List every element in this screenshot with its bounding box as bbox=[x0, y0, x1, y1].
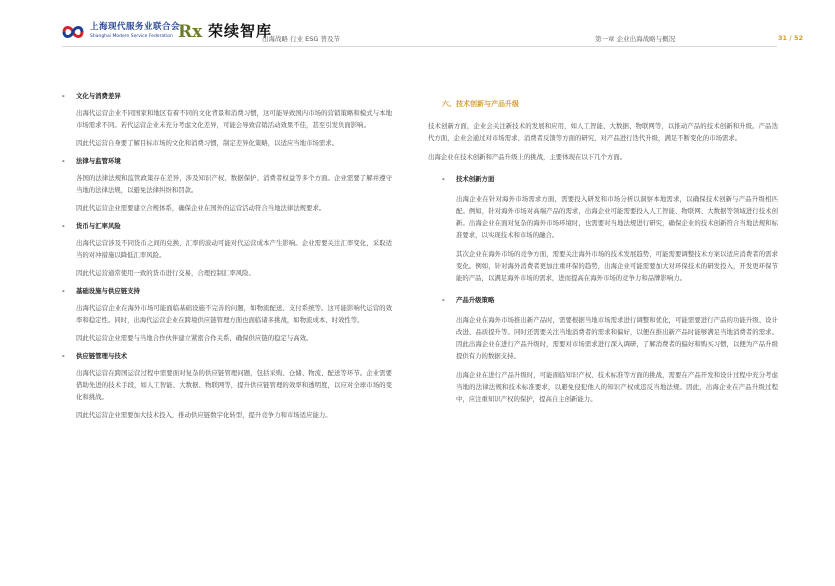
paragraph: 其次企业在海外市场的竞争方面，需要关注海外市场的技术发展趋势，可能需要调整技术方案以适应消费者的需求变化。例如，针对海外消费者更加注重环保的趋势，出海企业可能需要加大对环保技术的研发投入，开发更环保节能的产品，以满足海外市场的需求，进而提高在海外市场的竞争力和品牌影响力。 bbox=[456, 250, 778, 282]
bullet-dash: - bbox=[62, 157, 65, 165]
paragraph: 出海企业在海外市场推出新产品时，需要根据当地市场需求进行调整和优化，可能需要进行产品的功能升级、设计改进、品质提升等。同时还需要关注当地消费者的需求和偏好，以便在推出新产品时能够满足当地消费者的需求。因此出海企业在进行产品升级时，需要对市场需求进行深入调研，了解消费者的偏好和购买习惯，以便为产品升级提供有力的数据支持。 bbox=[456, 316, 778, 360]
paragraph: 出海代运营在跨国运营过程中需要面对复杂的供应链管理问题，包括采购、仓储、物流、配送等环节。企业需要借助先进的技术手段，如人工智能、大数据、物联网等，提升供应链管理的效率和透明度，以应对全球市场的变化和挑战。 bbox=[76, 369, 392, 401]
federation-name-cn: 上海现代服务业联合会 bbox=[90, 22, 181, 32]
header-chapter-text: 第一章 企业出海战略与概况 bbox=[595, 35, 676, 43]
paragraph: 因此代运营企业需要建立合规体系，确保企业在国外的运营活动符合当地法律法规要求。 bbox=[76, 204, 326, 212]
paragraph: 出海代运营企业在海外市场可能面临基础设施不完善的问题，如物流配送、支付系统等。这可能影响代运营的效率和稳定性。同时，出海代运营企业在跨境供应链管理方面也面临诸多挑战，如物流成本、时效性等。 bbox=[76, 304, 392, 324]
header-divider bbox=[62, 46, 777, 47]
section-culture bbox=[62, 90, 392, 149]
bullet-dash: - bbox=[62, 92, 65, 100]
left-column bbox=[62, 90, 392, 427]
section-title: 技术创新方面 bbox=[456, 175, 495, 183]
bullet-dash: - bbox=[442, 175, 445, 183]
section-title: 基础设施与供应链支持 bbox=[76, 287, 140, 295]
section-title: 文化与消费差异 bbox=[76, 92, 121, 100]
section-title: 法律与监管环境 bbox=[76, 157, 121, 165]
svg-text:Rx: Rx bbox=[178, 21, 203, 41]
federation-name-en: Shanghai Modern Service Federation bbox=[90, 34, 173, 39]
federation-logo-icon bbox=[62, 23, 84, 41]
section-currency bbox=[62, 220, 392, 279]
think-tank-name: 荣续智库 bbox=[208, 22, 273, 40]
think-tank-logo bbox=[178, 20, 272, 41]
paragraph: 各国的法律法规和监管政策存在差异，涉及知识产权、数据保护、消费者权益等多个方面。企业需要了解并遵守当地的法律法规，以避免法律纠纷和罚款。 bbox=[76, 174, 392, 194]
section-legal bbox=[62, 155, 392, 214]
rx-logo-icon bbox=[178, 21, 204, 41]
paragraph: 因此代运营通常使用一致的货币进行交易，合理控制汇率风险。 bbox=[76, 269, 255, 277]
paragraph: 出海企业在技术创新和产品升级上的挑战，主要体现在以下几个方面。 bbox=[428, 153, 627, 161]
paragraph: 出海代运营涉及不同货币之间的兑换，汇率的波动可能对代运营成本产生影响。企业需要关注汇率变化，采取适当的对冲措施以降低汇率风险。 bbox=[76, 239, 392, 259]
page-number: 31 / 52 bbox=[778, 34, 803, 42]
section-title: 供应链管理与技术 bbox=[76, 352, 128, 360]
section-tech-innovation bbox=[428, 173, 778, 284]
section-supply-chain bbox=[62, 350, 392, 421]
chapter-heading: 六、技术创新与产品升级 bbox=[442, 100, 519, 108]
bullet-dash: - bbox=[62, 287, 65, 295]
paragraph: 因此代运营企业需要与当地合作伙伴建立紧密合作关系，确保供应链的稳定与高效。 bbox=[76, 334, 313, 342]
paragraph: 因此代运营企业需要加大技术投入，推动供应链数字化转型，提升竞争力和市场适应能力。 bbox=[76, 411, 332, 419]
section-title: 货币与汇率风险 bbox=[76, 222, 121, 230]
bullet-dash: - bbox=[62, 352, 65, 360]
bullet-dash: - bbox=[62, 222, 65, 230]
paragraph: 技术创新方面，企业会关注新技术的发展和应用，如人工智能、大数据、物联网等，以推动产品的技术创新和升级。产品迭代方面，企业会通过对市场需求、消费者反馈等方面的研究，对产品进行迭代升级，满足不断变化的市场需求。 bbox=[428, 122, 778, 142]
section-title: 产品升级策略 bbox=[456, 296, 495, 304]
page-header bbox=[0, 0, 835, 52]
paragraph: 出海企业在针对海外市场需求方面，需要投入研发和市场分析以洞察本地需求，以确保技术创新与产品升级相匹配。例如，针对海外市场对高端产品的需求，出海企业可能需要投入人工智能、物联网、大数据等领域进行技术创新。出海企业在面对复杂的海外市场环境时，也需要对当地法规进行研究，确保企业的技术创新符合当地法规和标准要求，以实现技术和市场的融合。 bbox=[456, 195, 778, 239]
right-column bbox=[428, 90, 778, 412]
paragraph: 出海代运营企业不同国家和地区有着不同的文化背景和消费习惯，这可能导致国内市场的营销策略和模式与本地市场需求不同。若代运营企业未充分考虑文化差异，可能会导致营销活动效果不佳，甚至引发负面影响。 bbox=[76, 109, 392, 129]
federation-logo bbox=[62, 22, 180, 42]
section-product-upgrade bbox=[428, 294, 778, 405]
paragraph: 出海企业在进行产品升级时，可能面临知识产权、技术标准等方面的挑战，需要在产品开发和设计过程中充分考虑当地的法律法规和技术标准要求，以避免侵犯他人的知识产权或违反当地法规。因此，出海企业在产品升级过程中，应注重知识产权的保护，提高自主创新能力。 bbox=[456, 371, 778, 403]
bullet-dash: - bbox=[442, 296, 445, 304]
header-center-text: 出海战略 行业 ESG 普及节 bbox=[262, 35, 340, 43]
section-infrastructure bbox=[62, 285, 392, 344]
paragraph: 因此代运营自身要了解目标市场的文化和消费习惯，制定差异化策略，以适应当地市场需求。 bbox=[76, 139, 339, 147]
